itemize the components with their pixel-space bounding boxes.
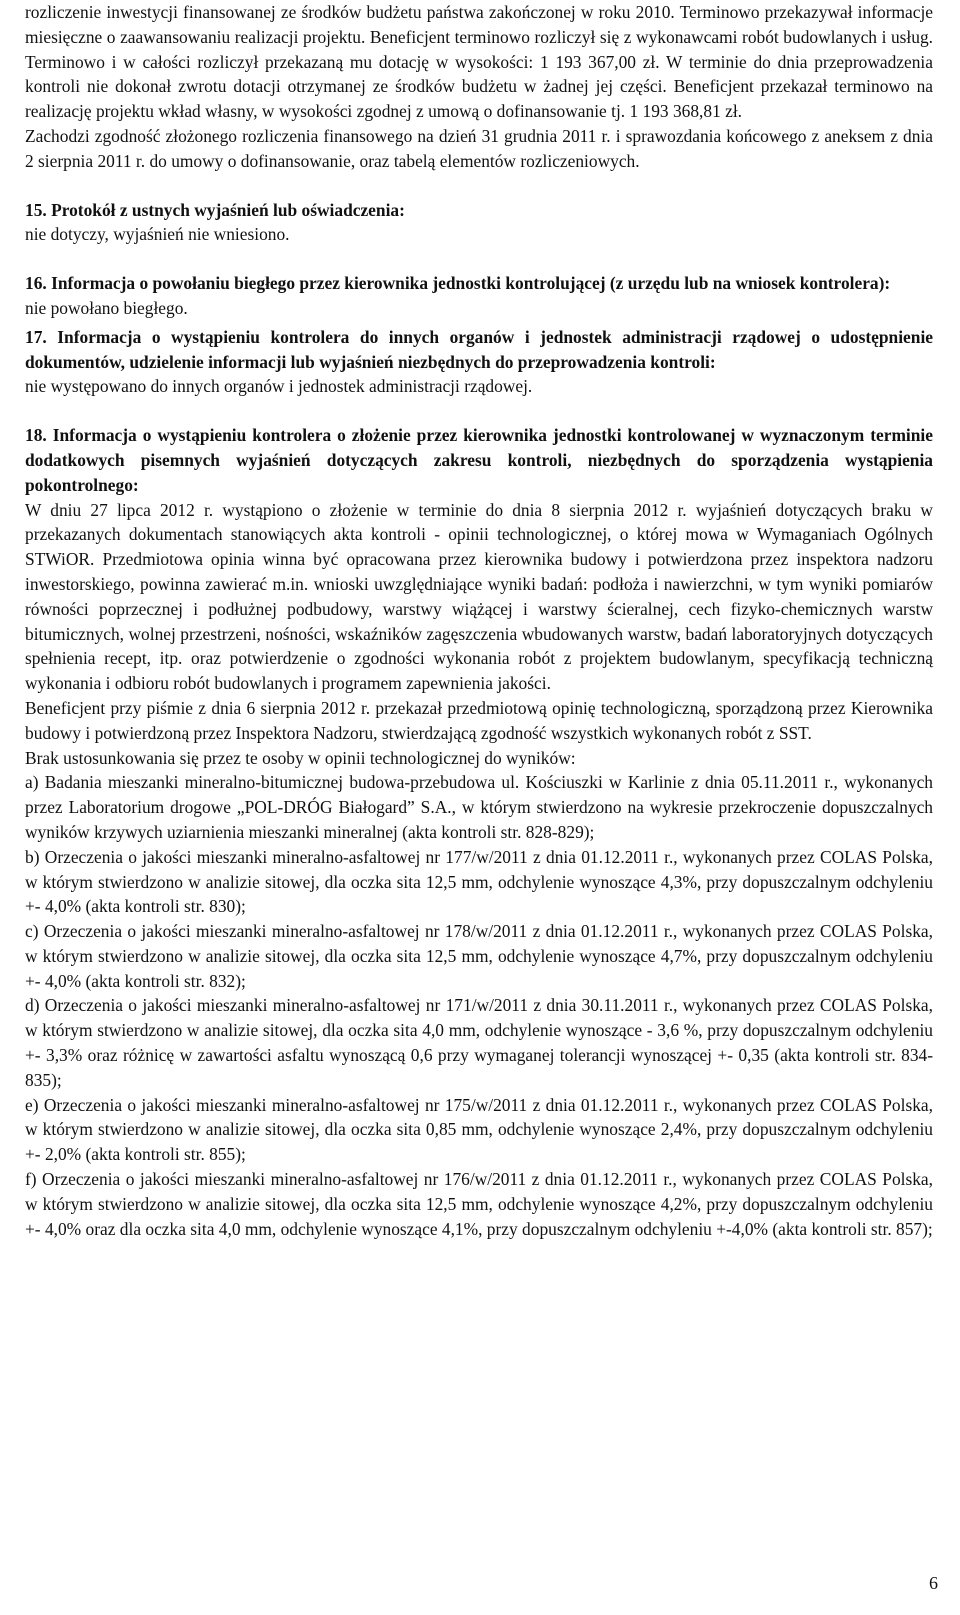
page-number: 6 — [929, 1573, 938, 1593]
section-15-heading: 15. Protokół z ustnych wyjaśnień lub oświadczenia: — [25, 199, 405, 220]
section-18-paragraph: Beneficjent przy piśmie z dnia 6 sierpnia 2012 r. przekazał przedmiotową opinię technologiczną, sporządzoną przez Kierownika budowy i potwierdzoną przez Inspektora Nadzoru, stwierdzającą zgodność wszystkich wykonanych robót z SST. — [25, 697, 933, 743]
section-17-text: nie występowano do innych organów i jednostek administracji rządowej. — [25, 376, 533, 397]
section-16-text: nie powołano biegłego. — [25, 297, 188, 318]
section-16-heading: 16. Informacja o powołaniu biegłego przez kierownika jednostki kontrolującej (z urzędu lub na wniosek kontrolera): — [25, 273, 891, 294]
intro-paragraph: rozliczenie inwestycji finansowanej ze środków budżetu państwa zakończonej w roku 2010. Terminowo przekazywał informacje miesięczne o zaawansowaniu realizacji projektu. Beneficjent terminowo rozliczył się z wykonawcami robót budowlanych i usług. Terminowo i w całości rozliczył przekazaną mu dotację w wysokości: 1 193 367,00 zł. W terminie do dnia przeprowadzenia kontroli nie dokonał zwrotu dotacji otrzymanej ze środków budżetu w żadnej jej części. Beneficjent przekazał terminowo na realizację projektu wkład własny, w wysokości zgodnej z umową o dofinansowanie tj. 1 193 368,81 zł. — [25, 2, 933, 122]
section-18-paragraph: W dniu 27 lipca 2012 r. wystąpiono o złożenie w terminie do dnia 8 sierpnia 2012 r. wyjaśnień dotyczących braku w przekazanych dokumentach stanowiących akta kontroli - opinii technologicznej, o której mowa w Wymaganiach Ogólnych STWiOR. Przedmiotowa opinia winna być opracowana przez kierownika budowy i potwierdzona przez inspektora nadzoru inwestorskiego, powinna zawierać m.in. wnioski uwzględniające wyniki badań: podłoża i nawierzchni, w tym wyniki pomiarów równości poprzecznej i podłużnej podbudowy, warstwy wiążącej i warstwy ścieralnej, cech fizyko-chemicznych warstw bitumicznych, wolnej przestrzeni, nośności, wskaźników zagęszczenia wbudowanych warstw, badań laboratoryjnych dotyczących spełnienia recept, itp. oraz potwierdzenie o zgodności wykonania robót z projektem budowlanym, specyfikacją techniczną wykonania i odbioru robót budowlanych i programem zapewnienia jakości. — [25, 499, 933, 694]
list-item-d: d) Orzeczenia o jakości mieszanki mineralno-asfaltowej nr 171/w/2011 z dnia 30.11.2011 r., wykonanych przez COLAS Polska, w którym stwierdzono w analizie sitowej, dla oczka sita 4,0 mm, odchylenie wynoszące - 3,6 %, przy dopuszczalnym odchyleniu +- 3,3% oraz różnicę w zawartości asfaltu wynoszącą 0,6 przy wymaganej tolerancji wynoszącej +- 0,35 (akta kontroli str. 834-835); — [25, 995, 933, 1090]
list-item-b: b) Orzeczenia o jakości mieszanki mineralno-asfaltowej nr 177/w/2011 z dnia 01.12.2011 r., wykonanych przez COLAS Polska, w którym stwierdzono w analizie sitowej, dla oczka sita 12,5 mm, odchylenie wynoszące 4,3%, przy dopuszczalnym odchyleniu +- 4,0% (akta kontroli str. 830); — [25, 846, 933, 917]
list-item-f: f) Orzeczenia o jakości mieszanki mineralno-asfaltowej nr 176/w/2011 z dnia 01.12.2011 r., wykonanych przez COLAS Polska, w którym stwierdzono w analizie sitowej, dla oczka sita 12,5 mm, odchylenie wynoszące 4,2%, przy dopuszczalnym odchyleniu +- 4,0% oraz dla oczka sita 4,0 mm, odchylenie wynoszące 4,1%, przy dopuszczalnym odchyleniu +-4,0% (akta kontroli str. 857); — [25, 1169, 933, 1239]
list-item-c: c) Orzeczenia o jakości mieszanki mineralno-asfaltowej nr 178/w/2011 z dnia 01.12.2011 r., wykonanych przez COLAS Polska, w którym stwierdzono w analizie sitowej, dla oczka sita 12,5 mm, odchylenie wynoszące 4,7%, przy dopuszczalnym odchyleniu +- 4,0% (akta kontroli str. 832); — [25, 921, 933, 991]
section-17-heading: 17. Informacja o wystąpieniu kontrolera do innych organów i jednostek administracji rządowej o udostępnienie dokumentów, udzielenie informacji lub wyjaśnień niezbędnych do przeprowadzenia kontroli: — [25, 326, 933, 372]
section-18-heading: 18. Informacja o wystąpieniu kontrolera o złożenie przez kierownika jednostki kontrolowanej w wyznaczonym terminie dodatkowych pisemnych wyjaśnień dotyczących zakresu kontroli, niezbędnych do sporządzenia wystąpienia pokontrolnego: — [25, 425, 933, 495]
intro-paragraph-zgodnosc: Zachodzi zgodność złożonego rozliczenia finansowego na dzień 31 grudnia 2011 r. i sprawozdania końcowego z aneksem z dnia 2 sierpnia 2011 r. do umowy o dofinansowanie, oraz tabelą elementów rozliczeniowych. — [25, 125, 933, 171]
document-page — [25, 0, 933, 1241]
section-15-text: nie dotyczy, wyjaśnień nie wniesiono. — [25, 224, 290, 245]
list-item-a: a) Badania mieszanki mineralno-bitumicznej budowa-przebudowa ul. Kościuszki w Karlinie z dnia 05.11.2011 r., wykonanych przez Laboratorium drogowe „POL-DRÓG Białogard” S.A., w którym stwierdzono na wykresie przekroczenie dopuszczalnych wyników krzywych uziarnienia mieszanki mineralnej (akta kontroli str. 828-829); — [25, 772, 933, 842]
section-18-paragraph: Brak ustosunkowania się przez te osoby w opinii technologicznej do wyników: — [25, 747, 576, 768]
list-item-e: e) Orzeczenia o jakości mieszanki mineralno-asfaltowej nr 175/w/2011 z dnia 01.12.2011 r., wykonanych przez COLAS Polska, w którym stwierdzono w analizie sitowej, dla oczka sita 0,85 mm, odchylenie wynoszące 2,4%, przy dopuszczalnym odchyleniu +- 2,0% (akta kontroli str. 855); — [25, 1094, 933, 1165]
